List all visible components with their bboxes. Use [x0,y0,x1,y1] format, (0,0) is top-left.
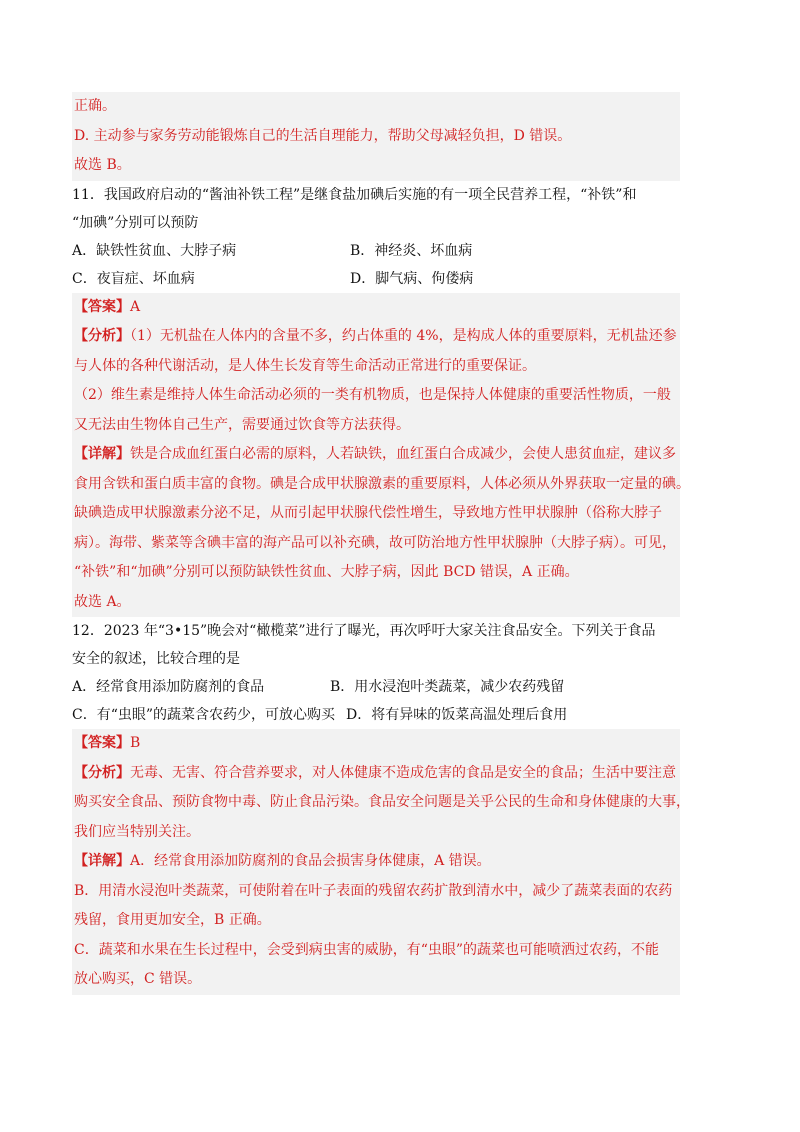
solution-line: 正确。 [74,98,116,114]
answer-line [74,293,678,323]
analysis-line: 我们应当特别关注。 [74,823,200,840]
question-stem-line: “加碘”分别可以预防 [72,214,199,231]
conclusion-line: 故选 A。 [74,593,131,610]
solution-box-11 [72,293,690,618]
solution-line: 故选 B。 [74,157,131,173]
analysis-line: 与人体的各种代谢活动，是人体生长发育等生命活动正常进行的重要保证。 [74,357,536,374]
detail-line: 【详解】A．经常食用添加防腐剂的食品会损害身体健康，A 错误。 [74,853,491,869]
question-11 [72,181,680,293]
detail-line: 缺碘造成甲状腺激素分泌不足，从而引起甲状腺代偿性增生，导致地方性甲状腺肿（俗称大脖子 [74,505,662,521]
document-page [72,92,690,995]
question-stem-line: 安全的叙述，比较合理的是 [72,651,240,667]
analysis-line: （2）维生素是维持人体生命活动必须的一类有机物质，也是保持人体健康的重要活性物质，一般 [74,387,671,403]
option-c: C．夜盲症、坏血病 [72,270,195,287]
answer-line [74,729,678,759]
option-d: D．将有异味的饭菜高温处理后食用 [346,707,568,723]
answer-value: A [130,298,141,315]
options-row [72,701,680,729]
prev-solution-box [72,92,680,181]
detail-tag: 【详解】 [74,853,130,869]
detail-line: “补铁”和“加碘”分别可以预防缺铁性贫血、大脖子病，因此 BCD 错误，A 正确。 [74,564,579,580]
option-d: D．脚气病、佝偻病 [350,270,474,287]
detail-line: 病）。海带、紫菜等含碘丰富的海产品可以补充碘，故可防治地方性甲状腺肿（大脖子病）。可见， [74,534,676,551]
analysis-line: 购买安全食品、预防食物中毒、防止食品污染。食品安全问题是关乎公民的生命和身体健康的大事， [74,794,690,810]
answer-tag: 【答案】 [74,735,130,751]
analysis-line: 又无法由生物体自己生产，需要通过饮食等方法获得。 [74,416,410,433]
solution-line: D. 主动参与家务劳动能锻炼自己的生活自理能力，帮助父母减轻负担，D 错误。 [74,127,572,144]
option-b: B．用水浸泡叶类蔬菜，减少农药残留 [330,679,565,695]
question-stem-line: 11．我国政府启动的“酱油补铁工程”是继食盐加碘后实施的有一项全民营养工程，“补铁”和 [72,186,637,203]
options-row [72,237,680,265]
analysis-tag: 【分析】 [74,328,130,344]
option-c: C．有“虫眼”的蔬菜含农药少，可放心购买 [72,707,336,723]
answer-value: B [130,735,141,751]
answer-tag: 【答案】 [74,298,130,315]
solution-box-12 [72,729,690,995]
detail-line: C．蔬菜和水果在生长过程中，会受到病虫害的威胁，有“虫眼”的蔬菜也可能喷洒过农药，不能 [74,941,660,958]
detail-line: 残留，食用更加安全，B 正确。 [74,912,271,928]
analysis-line: 【分析】（1）无机盐在人体内的含量不多，约占体重的 4%，是构成人体的重要原料，无机盐还参 [74,328,677,344]
option-a: A．经常食用添加防腐剂的食品 [72,679,265,695]
detail-tag: 【详解】 [74,446,130,462]
question-stem-line: 12．2023 年“3•15”晚会对“橄榄菜”进行了曝光，再次呼吁大家关注食品安全。下列关于食品 [72,623,656,639]
analysis-tag: 【分析】 [74,764,130,781]
options-row [72,673,680,701]
option-a: A．缺铁性贫血、大脖子病 [72,242,237,259]
detail-line: B．用清水浸泡叶类蔬菜，可使附着在叶子表面的残留农药扩散到清水中，减少了蔬菜表面的农药 [74,882,673,899]
detail-line: 食用含铁和蛋白质丰富的食物。碘是合成甲状腺激素的重要原料，人体必须从外界获取一定量的碘。 [74,475,690,492]
question-12 [72,617,680,729]
detail-line: 放心购买，C 错误。 [74,971,202,987]
option-b: B．神经炎、坏血病 [350,242,473,259]
detail-line: 【详解】铁是合成血红蛋白必需的原料，人若缺铁，血红蛋白合成减少，会使人患贫血症，建议多 [74,446,676,462]
options-row [72,265,680,293]
analysis-line: 【分析】无毒、无害、符合营养要求，对人体健康不造成危害的食品是安全的食品；生活中要注意 [74,764,676,781]
